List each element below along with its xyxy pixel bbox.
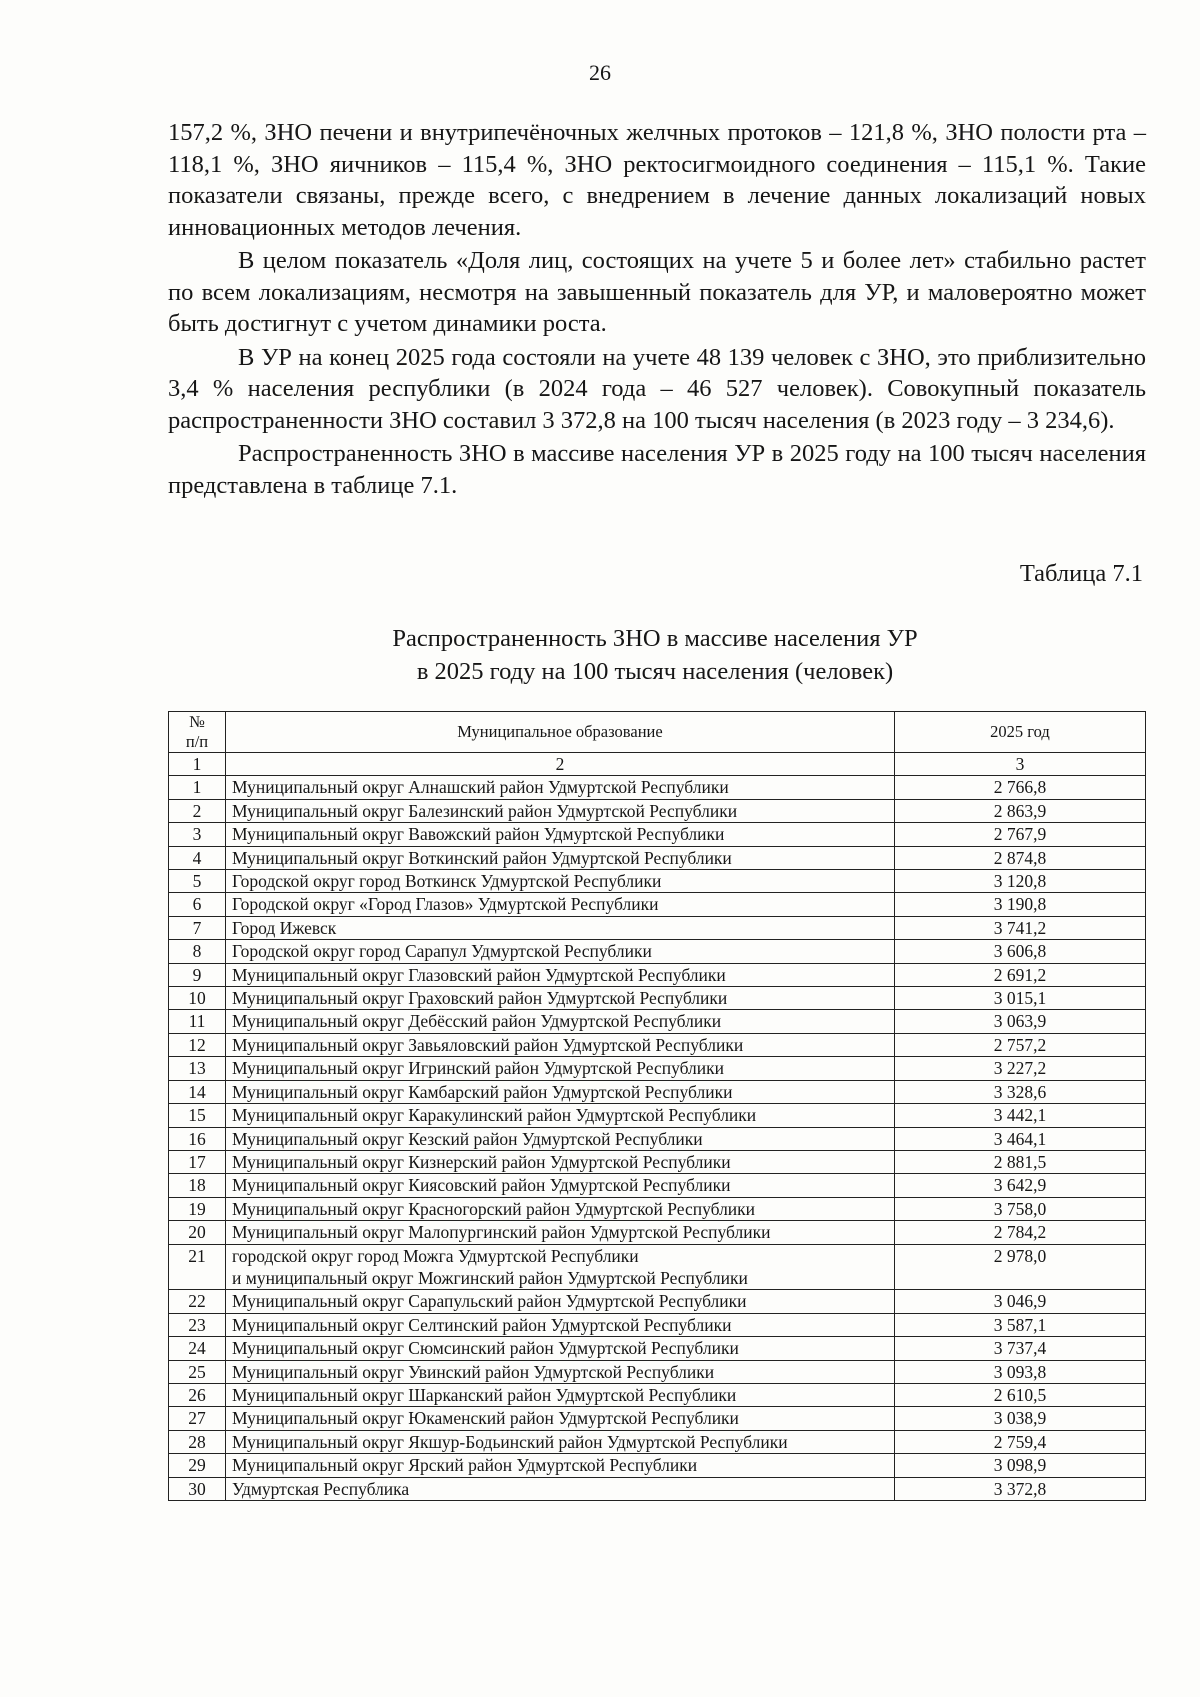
municipality-name: Муниципальный округ Балезинский район Удмуртской Республики <box>226 799 895 822</box>
row-number: 12 <box>169 1033 226 1056</box>
prevalence-value: 2 863,9 <box>895 799 1146 822</box>
table-row <box>169 1127 1146 1150</box>
table-body <box>169 753 1146 1501</box>
prevalence-value: 2 766,8 <box>895 776 1146 799</box>
row-number: 23 <box>169 1313 226 1336</box>
prevalence-value: 2 610,5 <box>895 1383 1146 1406</box>
row-number: 15 <box>169 1104 226 1127</box>
row-number: 10 <box>169 987 226 1010</box>
table-row <box>169 1221 1146 1244</box>
column-number: 1 <box>169 753 226 776</box>
header-municipality: Муниципальное образование <box>226 712 895 753</box>
municipality-name: Муниципальный округ Сюмсинский район Удмуртской Республики <box>226 1337 895 1360</box>
prevalence-value: 3 642,9 <box>895 1174 1146 1197</box>
row-number: 22 <box>169 1290 226 1313</box>
row-number: 27 <box>169 1407 226 1430</box>
table-row <box>169 1080 1146 1103</box>
column-numbers-row <box>169 753 1146 776</box>
prevalence-value: 3 063,9 <box>895 1010 1146 1033</box>
table-row <box>169 963 1146 986</box>
prevalence-value: 3 372,8 <box>895 1477 1146 1500</box>
row-number: 1 <box>169 776 226 799</box>
prevalence-value: 3 741,2 <box>895 916 1146 939</box>
municipality-name: Муниципальный округ Красногорский район Удмуртской Республики <box>226 1197 895 1220</box>
table-row <box>169 1407 1146 1430</box>
table-row <box>169 916 1146 939</box>
table-row <box>169 799 1146 822</box>
municipality-name: Муниципальный округ Вавожский район Удмуртской Республики <box>226 823 895 846</box>
prevalence-value: 2 978,0 <box>895 1244 1146 1290</box>
row-number: 28 <box>169 1430 226 1453</box>
row-number: 25 <box>169 1360 226 1383</box>
municipality-name: Городской округ «Город Глазов» Удмуртской Республики <box>226 893 895 916</box>
municipality-name: Муниципальный округ Юкаменский район Удмуртской Республики <box>226 1407 895 1430</box>
row-number: 11 <box>169 1010 226 1033</box>
prevalence-value: 2 691,2 <box>895 963 1146 986</box>
table-row <box>169 776 1146 799</box>
table-row <box>169 1244 1146 1290</box>
row-number: 3 <box>169 823 226 846</box>
row-number: 16 <box>169 1127 226 1150</box>
row-number: 24 <box>169 1337 226 1360</box>
table-row <box>169 893 1146 916</box>
row-number: 8 <box>169 940 226 963</box>
prevalence-value: 3 190,8 <box>895 893 1146 916</box>
prevalence-value: 3 093,8 <box>895 1360 1146 1383</box>
municipality-name: Муниципальный округ Киясовский район Удмуртской Республики <box>226 1174 895 1197</box>
municipality-name: Муниципальный округ Сарапульский район Удмуртской Республики <box>226 1290 895 1313</box>
prevalence-value: 3 464,1 <box>895 1127 1146 1150</box>
table-title-line: Распространенность ЗНО в массиве населения УР <box>392 625 918 652</box>
municipality-name: Муниципальный округ Кезский район Удмуртской Республики <box>226 1127 895 1150</box>
prevalence-value: 3 587,1 <box>895 1313 1146 1336</box>
table-row <box>169 1337 1146 1360</box>
municipality-name: Муниципальный округ Игринский район Удмуртской Республики <box>226 1057 895 1080</box>
municipality-name: Муниципальный округ Воткинский район Удмуртской Республики <box>226 846 895 869</box>
municipality-name: городской округ город Можга Удмуртской Республики и муниципальный округ Можгинский район Удмуртской Республики <box>226 1244 895 1290</box>
prevalence-table <box>168 711 1146 1501</box>
prevalence-value: 3 038,9 <box>895 1407 1146 1430</box>
table-row <box>169 1104 1146 1127</box>
page-number: 26 <box>589 60 611 85</box>
table-row <box>169 1290 1146 1313</box>
table-row <box>169 1150 1146 1173</box>
row-number: 18 <box>169 1174 226 1197</box>
row-number: 19 <box>169 1197 226 1220</box>
table-header-row <box>169 712 1146 753</box>
table-title <box>0 622 1200 688</box>
table-row <box>169 1360 1146 1383</box>
row-number: 26 <box>169 1383 226 1406</box>
municipality-name: Удмуртская Республика <box>226 1477 895 1500</box>
table-row <box>169 1454 1146 1477</box>
municipality-name: Городской округ город Сарапул Удмуртской Республики <box>226 940 895 963</box>
table-row <box>169 1010 1146 1033</box>
municipality-name: Муниципальный округ Глазовский район Удмуртской Республики <box>226 963 895 986</box>
municipality-name: Муниципальный округ Граховский район Удмуртской Республики <box>226 987 895 1010</box>
municipality-name: Муниципальный округ Завьяловский район Удмуртской Республики <box>226 1033 895 1056</box>
column-number: 3 <box>895 753 1146 776</box>
table-row <box>169 987 1146 1010</box>
prevalence-value: 3 328,6 <box>895 1080 1146 1103</box>
municipality-name: Муниципальный округ Увинский район Удмуртской Республики <box>226 1360 895 1383</box>
municipality-name: Муниципальный округ Селтинский район Удмуртской Республики <box>226 1313 895 1336</box>
prevalence-value: 3 120,8 <box>895 870 1146 893</box>
row-number: 7 <box>169 916 226 939</box>
prevalence-value: 2 784,2 <box>895 1221 1146 1244</box>
municipality-name: Муниципальный округ Якшур-Бодьинский район Удмуртской Республики <box>226 1430 895 1453</box>
prevalence-value: 3 606,8 <box>895 940 1146 963</box>
paragraph: 157,2 %, ЗНО печени и внутрипечёночных желчных протоков – 121,8 %, ЗНО полости рта – 118,1 %, ЗНО яичников – 115,4 %, ЗНО ректосигмоидного соединения – 115,1 %. Такие показатели связаны, прежде всего, с внедрением в лечение данных локализаций новых инновационных методов лечения. <box>168 119 1146 241</box>
prevalence-value: 3 098,9 <box>895 1454 1146 1477</box>
header-number: № п/п <box>169 712 226 753</box>
prevalence-value: 3 015,1 <box>895 987 1146 1010</box>
table-row <box>169 1383 1146 1406</box>
header-year: 2025 год <box>895 712 1146 753</box>
prevalence-value: 3 046,9 <box>895 1290 1146 1313</box>
row-number: 20 <box>169 1221 226 1244</box>
table-row <box>169 1197 1146 1220</box>
municipality-name: Муниципальный округ Ярский район Удмуртской Республики <box>226 1454 895 1477</box>
table-title-line: в 2025 году на 100 тысяч населения (человек) <box>416 658 894 685</box>
row-number: 30 <box>169 1477 226 1500</box>
table-row <box>169 1313 1146 1336</box>
prevalence-value: 2 759,4 <box>895 1430 1146 1453</box>
prevalence-value: 2 881,5 <box>895 1150 1146 1173</box>
table-row <box>169 940 1146 963</box>
municipality-name: Город Ижевск <box>226 916 895 939</box>
row-number: 13 <box>169 1057 226 1080</box>
prevalence-value: 2 757,2 <box>895 1033 1146 1056</box>
paragraph: В УР на конец 2025 года состояли на учете 48 139 человек с ЗНО, это приблизительно 3,4 % населения республики (в 2024 года – 46 527 человек). Совокупный показатель распространенности ЗНО составил 3 372,8 на 100 тысяч населения (в 2023 году – 3 234,6). <box>168 343 1146 434</box>
prevalence-value: 3 442,1 <box>895 1104 1146 1127</box>
prevalence-value: 2 767,9 <box>895 823 1146 846</box>
body-text <box>168 117 1146 501</box>
row-number: 14 <box>169 1080 226 1103</box>
row-number: 2 <box>169 799 226 822</box>
municipality-name: Муниципальный округ Кизнерский район Удмуртской Республики <box>226 1150 895 1173</box>
row-number: 17 <box>169 1150 226 1173</box>
municipality-name: Городской округ город Воткинск Удмуртской Республики <box>226 870 895 893</box>
table-label: Таблица 7.1 <box>1019 560 1143 587</box>
table-row <box>169 1430 1146 1453</box>
prevalence-value: 2 874,8 <box>895 846 1146 869</box>
prevalence-value: 3 758,0 <box>895 1197 1146 1220</box>
table-row <box>169 1477 1146 1500</box>
table-row <box>169 1057 1146 1080</box>
municipality-name: Муниципальный округ Шарканский район Удмуртской Республики <box>226 1383 895 1406</box>
table-row <box>169 870 1146 893</box>
table-row <box>169 1033 1146 1056</box>
prevalence-value: 3 227,2 <box>895 1057 1146 1080</box>
table-row <box>169 846 1146 869</box>
municipality-name: Муниципальный округ Камбарский район Удмуртской Республики <box>226 1080 895 1103</box>
table-row <box>169 1174 1146 1197</box>
municipality-name: Муниципальный округ Малопургинский район Удмуртской Республики <box>226 1221 895 1244</box>
paragraph: Распространенность ЗНО в массиве населения УР в 2025 году на 100 тысяч населения представлена в таблице 7.1. <box>168 440 1146 499</box>
row-number: 6 <box>169 893 226 916</box>
column-number: 2 <box>226 753 895 776</box>
prevalence-value: 3 737,4 <box>895 1337 1146 1360</box>
row-number: 5 <box>169 870 226 893</box>
row-number: 9 <box>169 963 226 986</box>
row-number: 29 <box>169 1454 226 1477</box>
municipality-name: Муниципальный округ Алнашский район Удмуртской Республики <box>226 776 895 799</box>
paragraph: В целом показатель «Доля лиц, состоящих на учете 5 и более лет» стабильно растет по всем локализациям, несмотря на завышенный показатель для УР, и маловероятно может быть достигнут с учетом динамики роста. <box>168 247 1146 337</box>
municipality-name: Муниципальный округ Каракулинский район Удмуртской Республики <box>226 1104 895 1127</box>
row-number: 4 <box>169 846 226 869</box>
row-number: 21 <box>169 1244 226 1290</box>
table-row <box>169 823 1146 846</box>
municipality-name: Муниципальный округ Дебёсский район Удмуртской Республики <box>226 1010 895 1033</box>
